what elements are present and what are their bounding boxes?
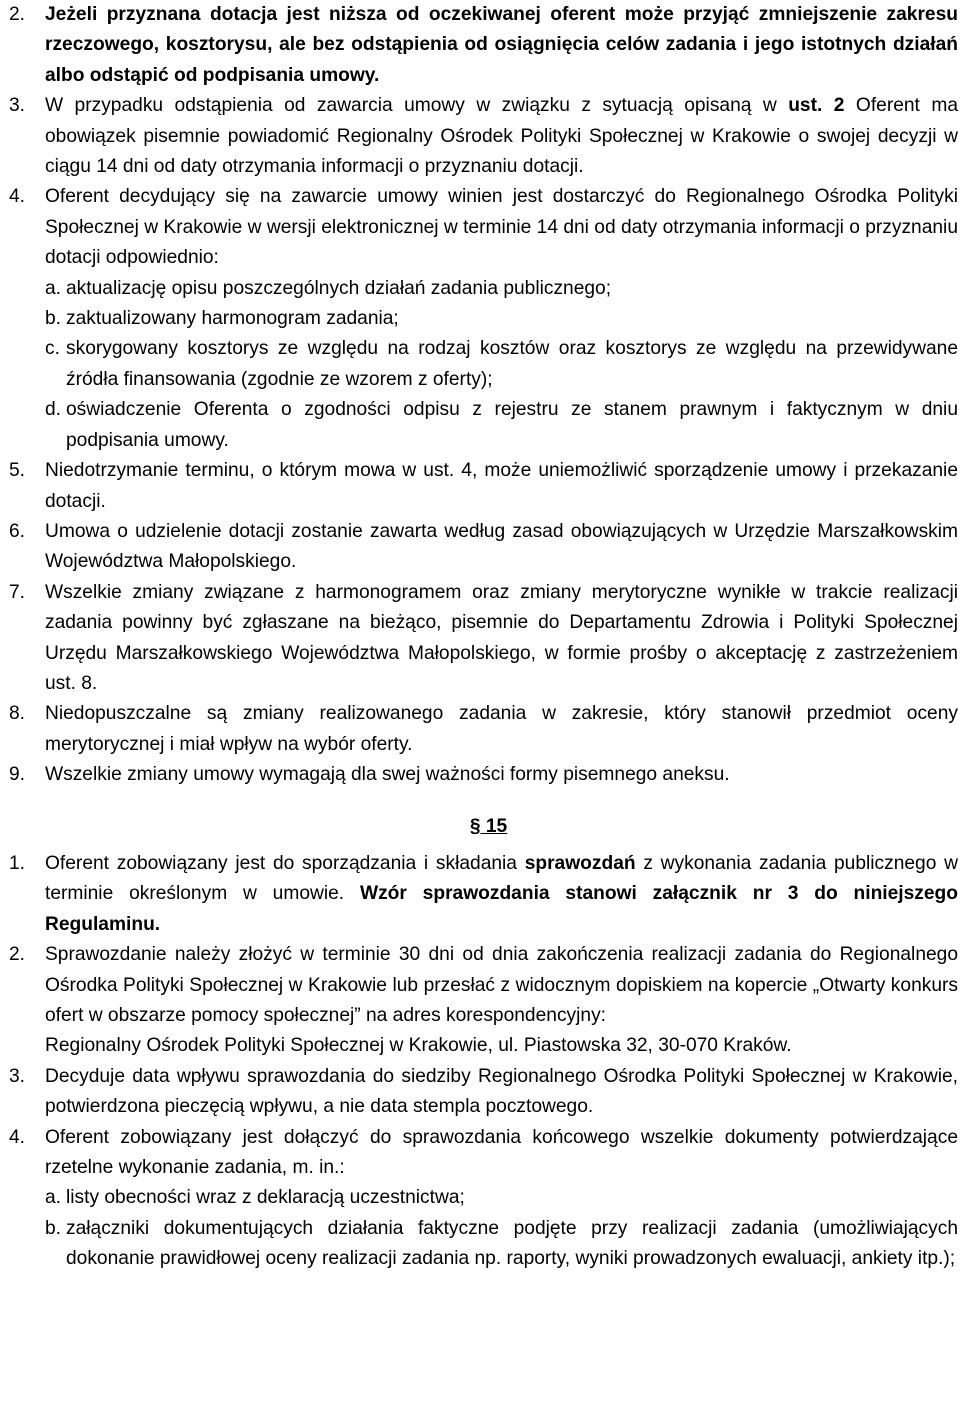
list-item [9, 578, 958, 700]
list-item [9, 849, 958, 940]
sub-list-item [9, 1214, 958, 1275]
text-run: Oferent zobowiązany jest dołączyć do sprawozdania końcowego wszelkie dokumenty potwierdzające rzetelne wykonanie zadania, m. in.: [45, 1126, 958, 1179]
text-run: Niedotrzymanie terminu, o którym mowa w ust. 4, może uniemożliwić sporządzenie umowy i przekazanie dotacji. [45, 460, 958, 512]
list-item-number: 8. [9, 703, 26, 725]
numbered-list-continued [9, 0, 958, 791]
text-run: Wszelkie zmiany związane z harmonogramem oraz zmiany merytoryczne wynikłe w trakcie realizacji zadania powinny być zgłaszane na bieżąco, pisemnie do Departamentu Zdrowia i Polityki Społecznej Urzędu Marszałkowskiego Województwa Małopolskiego, w formie prośby o akceptację z zastrzeżeniem ust. 8. [45, 581, 958, 694]
list-item-number: 1. [9, 852, 26, 874]
list-item-text [45, 1062, 958, 1123]
bold-text: Jeżeli przyznana dotacja jest niższa od oczekiwanej oferent może przyjąć zmniejszenie zakresu rzeczowego, kosztorysu, ale bez odstąpienia od osiągnięcia celów zadania i jego istotnych działań albo odstąpić od podpisania umowy. [45, 4, 958, 86]
list-item-text [45, 517, 958, 578]
list-item [9, 182, 958, 456]
sub-list-item-label: a. [45, 277, 62, 299]
sub-list-item-text: aktualizację opisu poszczególnych działań zadania publicznego; [66, 277, 612, 299]
list-item [9, 517, 958, 578]
list-item-number: 9. [9, 764, 26, 786]
text-run: Sprawozdanie należy złożyć w terminie 30 dni od dnia zakończenia realizacji zadania do Regionalnego Ośrodka Polityki Społecznej w Krakowie lub przesłać z widocznym dopiskiem na kopercie „Otwarty konkurs ofert w obszarze pomocy społecznej” na adres korespondencyjny: [45, 944, 958, 1026]
text-run: Oferent decydujący się na zawarcie umowy winien jest dostarczyć do Regionalnego Ośrodka Polityki Społecznej w Krakowie w wersji elektronicznej w terminie 14 dni od daty otrzymania informacji o przyznaniu dotacji odpowiednio: [45, 186, 958, 269]
list-item [9, 1123, 958, 1275]
section-heading: § 15 [469, 815, 508, 837]
sub-list-item [9, 1183, 958, 1213]
list-item [9, 456, 958, 517]
text-run: Decyduje data wpływu sprawozdania do siedziby Regionalnego Ośrodka Polityki Społecznej w Krakowie, potwierdzona pieczęcią wpływu, a nie data stempla pocztowego. [45, 1065, 958, 1118]
text-run: Wszelkie zmiany umowy wymagają dla swej ważności formy pisemnego aneksu. [45, 764, 730, 786]
list-item-text [45, 1123, 958, 1184]
list-item [9, 699, 958, 760]
list-item-number: 5. [9, 460, 26, 482]
sub-list-item-text: skorygowany kosztorys ze względu na rodzaj kosztów oraz kosztorys ze względu na przewidywane źródła finansowania (zgodnie ze wzorem z oferty); [66, 338, 958, 390]
list-item-number: 3. [9, 1065, 26, 1087]
list-item [9, 1062, 958, 1123]
list-item-text [45, 699, 958, 760]
bold-text: ust. 2 [788, 95, 845, 117]
bold-text: Wzór sprawozdania stanowi załącznik nr 3 do niniejszego Regulaminu. [45, 883, 958, 935]
list-item-text [45, 456, 958, 517]
list-item [9, 91, 958, 182]
list-item-number: 3. [9, 95, 26, 117]
sub-list-item [9, 274, 958, 304]
bold-text: sprawozdań [524, 852, 636, 874]
list-item-number: 4. [9, 186, 26, 208]
sub-list-item-text: zaktualizowany harmonogram zadania; [66, 308, 399, 330]
text-run: Oferent ma obowiązek pisemnie powiadomić Regionalny Ośrodek Polityki Społecznej w Krakowie o swojej decyzji w ciągu 14 dni od daty otrzymania informacji o przyznaniu dotacji. [45, 95, 958, 178]
list-item-text [45, 91, 958, 182]
sub-list-item [9, 395, 958, 456]
sub-list-item-label: d. [45, 399, 62, 421]
sub-list-item [9, 304, 958, 334]
list-item-text [45, 760, 958, 790]
text-run: z wykonania zadania publicznego w terminie określonym w umowie. [45, 852, 958, 905]
list-item-number: 2. [9, 4, 26, 25]
text-run: W przypadku odstąpienia od zawarcia umowy w związku z sytuacją opisaną w [45, 95, 789, 117]
text-run: Oferent zobowiązany jest do sporządzania i składania [45, 852, 525, 874]
list-item-number: 2. [9, 944, 26, 966]
list-item-text [45, 578, 958, 700]
list-item-number: 6. [9, 520, 26, 542]
sub-list-item-label: c. [45, 338, 60, 360]
sub-list-item [9, 334, 958, 395]
sub-list-item-text: oświadczenie Oferenta o zgodności odpisu z rejestru ze stanem prawnym i faktycznym w dniu podpisania umowy. [66, 399, 958, 451]
text-run: Umowa o udzielenie dotacji zostanie zawarta według zasad obowiązujących w Urzędzie Marszałkowskim Województwa Małopolskiego. [45, 520, 958, 573]
sub-list-item-text: listy obecności wraz z deklaracją uczestnictwa; [66, 1187, 465, 1209]
list-item [9, 940, 958, 1062]
list-item-text [45, 849, 958, 940]
text-run: Niedopuszczalne są zmiany realizowanego zadania w zakresie, który stanowił przedmiot oceny merytorycznej i miał wpływ na wybór oferty. [45, 703, 958, 755]
correspondence-address: Regionalny Ośrodek Polityki Społecznej w Krakowie, ul. Piastowska 32, 30-070 Kraków. [45, 1035, 792, 1057]
list-item-number: 7. [9, 581, 26, 603]
sub-list-item-label: b. [45, 308, 62, 330]
numbered-list-section-15 [9, 849, 958, 1275]
list-item [9, 760, 958, 790]
list-item-text [45, 0, 958, 91]
list-item-text [45, 182, 958, 273]
sub-list-item-label: a. [45, 1187, 62, 1209]
list-item-number: 4. [9, 1126, 26, 1148]
sub-list-item-label: b. [45, 1217, 62, 1239]
list-item-text [45, 940, 958, 1031]
sub-list-item-text: załączniki dokumentujących działania faktyczne podjęte przy realizacji zadania (umożliwiających dokonanie prawidłowej oceny realizacji zadania np. raporty, wyniki prowadzonych ewaluacji, ankiety itp.); [66, 1217, 958, 1270]
list-item [9, 0, 958, 91]
